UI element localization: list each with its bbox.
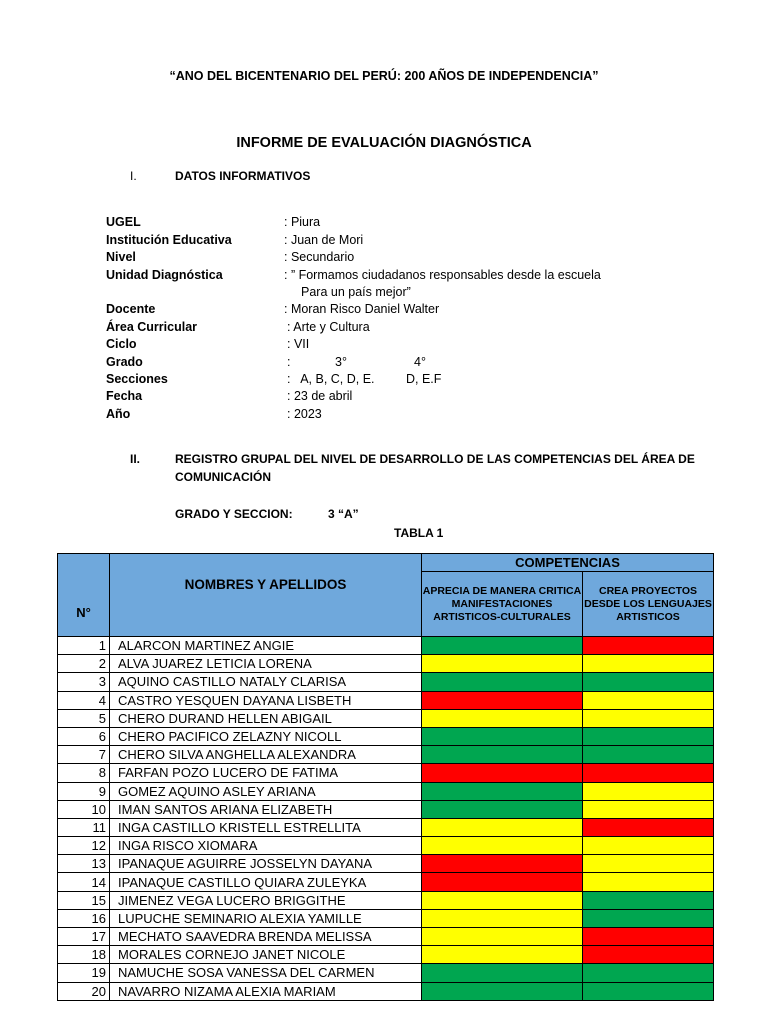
table-row: [58, 928, 714, 946]
names-column-header: NOMBRES Y APELLIDOS: [110, 554, 422, 637]
row-number: 6: [58, 727, 110, 745]
competencia-2-level-cell: [583, 909, 714, 927]
competencia-2-level-cell: [583, 637, 714, 655]
info-label: Año: [106, 406, 131, 421]
competencia-2-level-cell: [583, 982, 714, 1000]
student-name: CHERO DURAND HELLEN ABIGAIL: [110, 709, 422, 727]
section-2-number: II.: [130, 452, 141, 466]
competencia-1-level-cell: [422, 964, 583, 982]
row-number: 16: [58, 909, 110, 927]
info-label: Ciclo: [106, 337, 137, 351]
section-1-number: I.: [130, 169, 137, 183]
competencia-2-level-cell: [583, 764, 714, 782]
competencia-1-header: APRECIA DE MANERA CRITICA MANIFESTACIONES ARTISTICOS-CULTURALES: [422, 572, 583, 637]
row-number: 11: [58, 818, 110, 836]
info-label: Institución Educativa: [106, 232, 232, 247]
competencia-1-level-cell: [422, 637, 583, 655]
motto-heading: “ANO DEL BICENTENARIO DEL PERÚ: 200 AÑOS DE INDEPENDENCIA”: [169, 69, 599, 83]
table-row: [58, 782, 714, 800]
competencias-table: [57, 553, 714, 1001]
competencia-2-header: CREA PROYECTOS DESDE LOS LENGUAJES ARTISTICOS: [583, 572, 714, 637]
row-number: 14: [58, 873, 110, 891]
competencia-1-level-cell: [422, 982, 583, 1000]
info-value: : VII: [287, 337, 310, 351]
competencia-2-level-cell: [583, 800, 714, 818]
table-row: [58, 982, 714, 1000]
section-2-title-line2: COMUNICACIÓN: [175, 470, 271, 484]
table-row: [58, 746, 714, 764]
student-name: MECHATO SAAVEDRA BRENDA MELISSA: [110, 928, 422, 946]
section-2-title-line1: REGISTRO GRUPAL DEL NIVEL DE DESARROLLO DE LAS COMPETENCIAS DEL ÁREA DE: [175, 452, 695, 466]
info-label: Área Curricular: [106, 319, 198, 334]
student-name: NAMUCHE SOSA VANESSA DEL CARMEN: [110, 964, 422, 982]
competencia-1-level-cell: [422, 873, 583, 891]
competencia-2-level-cell: [583, 691, 714, 709]
row-number: 18: [58, 946, 110, 964]
table-row: [58, 964, 714, 982]
row-number: 9: [58, 782, 110, 800]
row-number: 20: [58, 982, 110, 1000]
table-row: [58, 818, 714, 836]
competencia-1-level-cell: [422, 782, 583, 800]
student-name: CHERO SILVA ANGHELLA ALEXANDRA: [110, 746, 422, 764]
table-row: [58, 909, 714, 927]
info-label: Fecha: [106, 389, 143, 403]
info-label: Docente: [106, 302, 156, 316]
student-name: CASTRO YESQUEN DAYANA LISBETH: [110, 691, 422, 709]
info-label: UGEL: [106, 215, 141, 229]
info-value: : Moran Risco Daniel Walter: [284, 302, 440, 316]
row-number: 15: [58, 891, 110, 909]
student-name: INGA RISCO XIOMARA: [110, 837, 422, 855]
info-label: Secciones: [106, 371, 168, 386]
grado-value-3: 3°: [335, 354, 347, 369]
competencia-2-level-cell: [583, 673, 714, 691]
row-number: 3: [58, 673, 110, 691]
info-label: Unidad Diagnóstica: [106, 267, 223, 282]
secciones-extra: D, E.F: [406, 371, 442, 386]
competencia-2-level-cell: [583, 727, 714, 745]
student-name: CHERO PACIFICO ZELAZNY NICOLL: [110, 727, 422, 745]
student-name: LUPUCHE SEMINARIO ALEXIA YAMILLE: [110, 909, 422, 927]
competencia-2-level-cell: [583, 709, 714, 727]
competencia-2-level-cell: [583, 655, 714, 673]
student-name: AQUINO CASTILLO NATALY CLARISA: [110, 673, 422, 691]
table-body: [58, 637, 714, 1001]
competencia-2-level-cell: [583, 855, 714, 873]
table-row: [58, 873, 714, 891]
competencia-2-level-cell: [583, 946, 714, 964]
section-1-title: DATOS INFORMATIVOS: [175, 169, 311, 183]
table-row: [58, 727, 714, 745]
competencia-2-level-cell: [583, 818, 714, 836]
competencia-1-level-cell: [422, 818, 583, 836]
num-column-header: N°: [58, 554, 110, 637]
info-value: : 2023: [287, 406, 322, 421]
student-name: GOMEZ AQUINO ASLEY ARIANA: [110, 782, 422, 800]
competencia-2-level-cell: [583, 964, 714, 982]
report-title: INFORME DE EVALUACIÓN DIAGNÓSTICA: [236, 135, 532, 151]
info-label: Grado: [106, 354, 143, 369]
row-number: 13: [58, 855, 110, 873]
competencia-1-level-cell: [422, 673, 583, 691]
competencia-1-level-cell: [422, 946, 583, 964]
table-row: [58, 946, 714, 964]
competencia-2-level-cell: [583, 891, 714, 909]
student-name: IMAN SANTOS ARIANA ELIZABETH: [110, 800, 422, 818]
grado-seccion-label: GRADO Y SECCION:: [175, 507, 293, 521]
student-name: INGA CASTILLO KRISTELL ESTRELLITA: [110, 818, 422, 836]
competencia-2-level-cell: [583, 837, 714, 855]
student-name: FARFAN POZO LUCERO DE FATIMA: [110, 764, 422, 782]
competencia-1-level-cell: [422, 891, 583, 909]
table-row: [58, 800, 714, 818]
student-name: IPANAQUE CASTILLO QUIARA ZULEYKA: [110, 873, 422, 891]
info-value: : Secundario: [284, 250, 355, 264]
competencia-1-level-cell: [422, 928, 583, 946]
competencia-1-level-cell: [422, 691, 583, 709]
grado-value-4: 4°: [414, 354, 426, 369]
row-number: 1: [58, 637, 110, 655]
table-row: [58, 673, 714, 691]
competencia-1-level-cell: [422, 837, 583, 855]
competencia-1-level-cell: [422, 800, 583, 818]
row-number: 7: [58, 746, 110, 764]
competencias-header: COMPETENCIAS: [422, 554, 714, 572]
student-name: ALARCON MARTINEZ ANGIE: [110, 637, 422, 655]
row-number: 19: [58, 964, 110, 982]
table-row: [58, 637, 714, 655]
info-value: : 23 de abril: [287, 389, 353, 403]
info-value: :: [287, 354, 291, 369]
competencia-1-level-cell: [422, 655, 583, 673]
table-row: [58, 709, 714, 727]
info-value: : Arte y Cultura: [287, 319, 370, 334]
competencia-1-level-cell: [422, 746, 583, 764]
student-name: MORALES CORNEJO JANET NICOLE: [110, 946, 422, 964]
competencia-2-level-cell: [583, 746, 714, 764]
student-name: ALVA JUAREZ LETICIA LORENA: [110, 655, 422, 673]
row-number: 10: [58, 800, 110, 818]
competencia-2-level-cell: [583, 873, 714, 891]
student-name: NAVARRO NIZAMA ALEXIA MARIAM: [110, 982, 422, 1000]
row-number: 8: [58, 764, 110, 782]
info-value: : Piura: [284, 215, 321, 229]
info-value-continuation: Para un país mejor”: [301, 285, 411, 299]
table-row: [58, 837, 714, 855]
info-value: : A, B, C, D, E.: [287, 371, 375, 386]
competencia-1-level-cell: [422, 764, 583, 782]
row-number: 12: [58, 837, 110, 855]
grado-seccion-value: 3 “A”: [328, 507, 359, 521]
row-number: 4: [58, 691, 110, 709]
competencia-2-level-cell: [583, 928, 714, 946]
table-row: [58, 764, 714, 782]
row-number: 2: [58, 655, 110, 673]
student-name: IPANAQUE AGUIRRE JOSSELYN DAYANA: [110, 855, 422, 873]
student-name: JIMENEZ VEGA LUCERO BRIGGITHE: [110, 891, 422, 909]
info-value: : ” Formamos ciudadanos responsables desde la escuela: [284, 267, 601, 282]
competencia-1-level-cell: [422, 727, 583, 745]
competencia-2-level-cell: [583, 782, 714, 800]
table-row: [58, 855, 714, 873]
competencia-1-level-cell: [422, 709, 583, 727]
info-label: Nivel: [106, 250, 136, 264]
competencia-1-level-cell: [422, 909, 583, 927]
row-number: 17: [58, 928, 110, 946]
table-row: [58, 891, 714, 909]
table-row: [58, 691, 714, 709]
info-value: : Juan de Mori: [284, 232, 364, 247]
table-caption: TABLA 1: [394, 526, 444, 540]
competencia-1-level-cell: [422, 855, 583, 873]
row-number: 5: [58, 709, 110, 727]
table-row: [58, 655, 714, 673]
